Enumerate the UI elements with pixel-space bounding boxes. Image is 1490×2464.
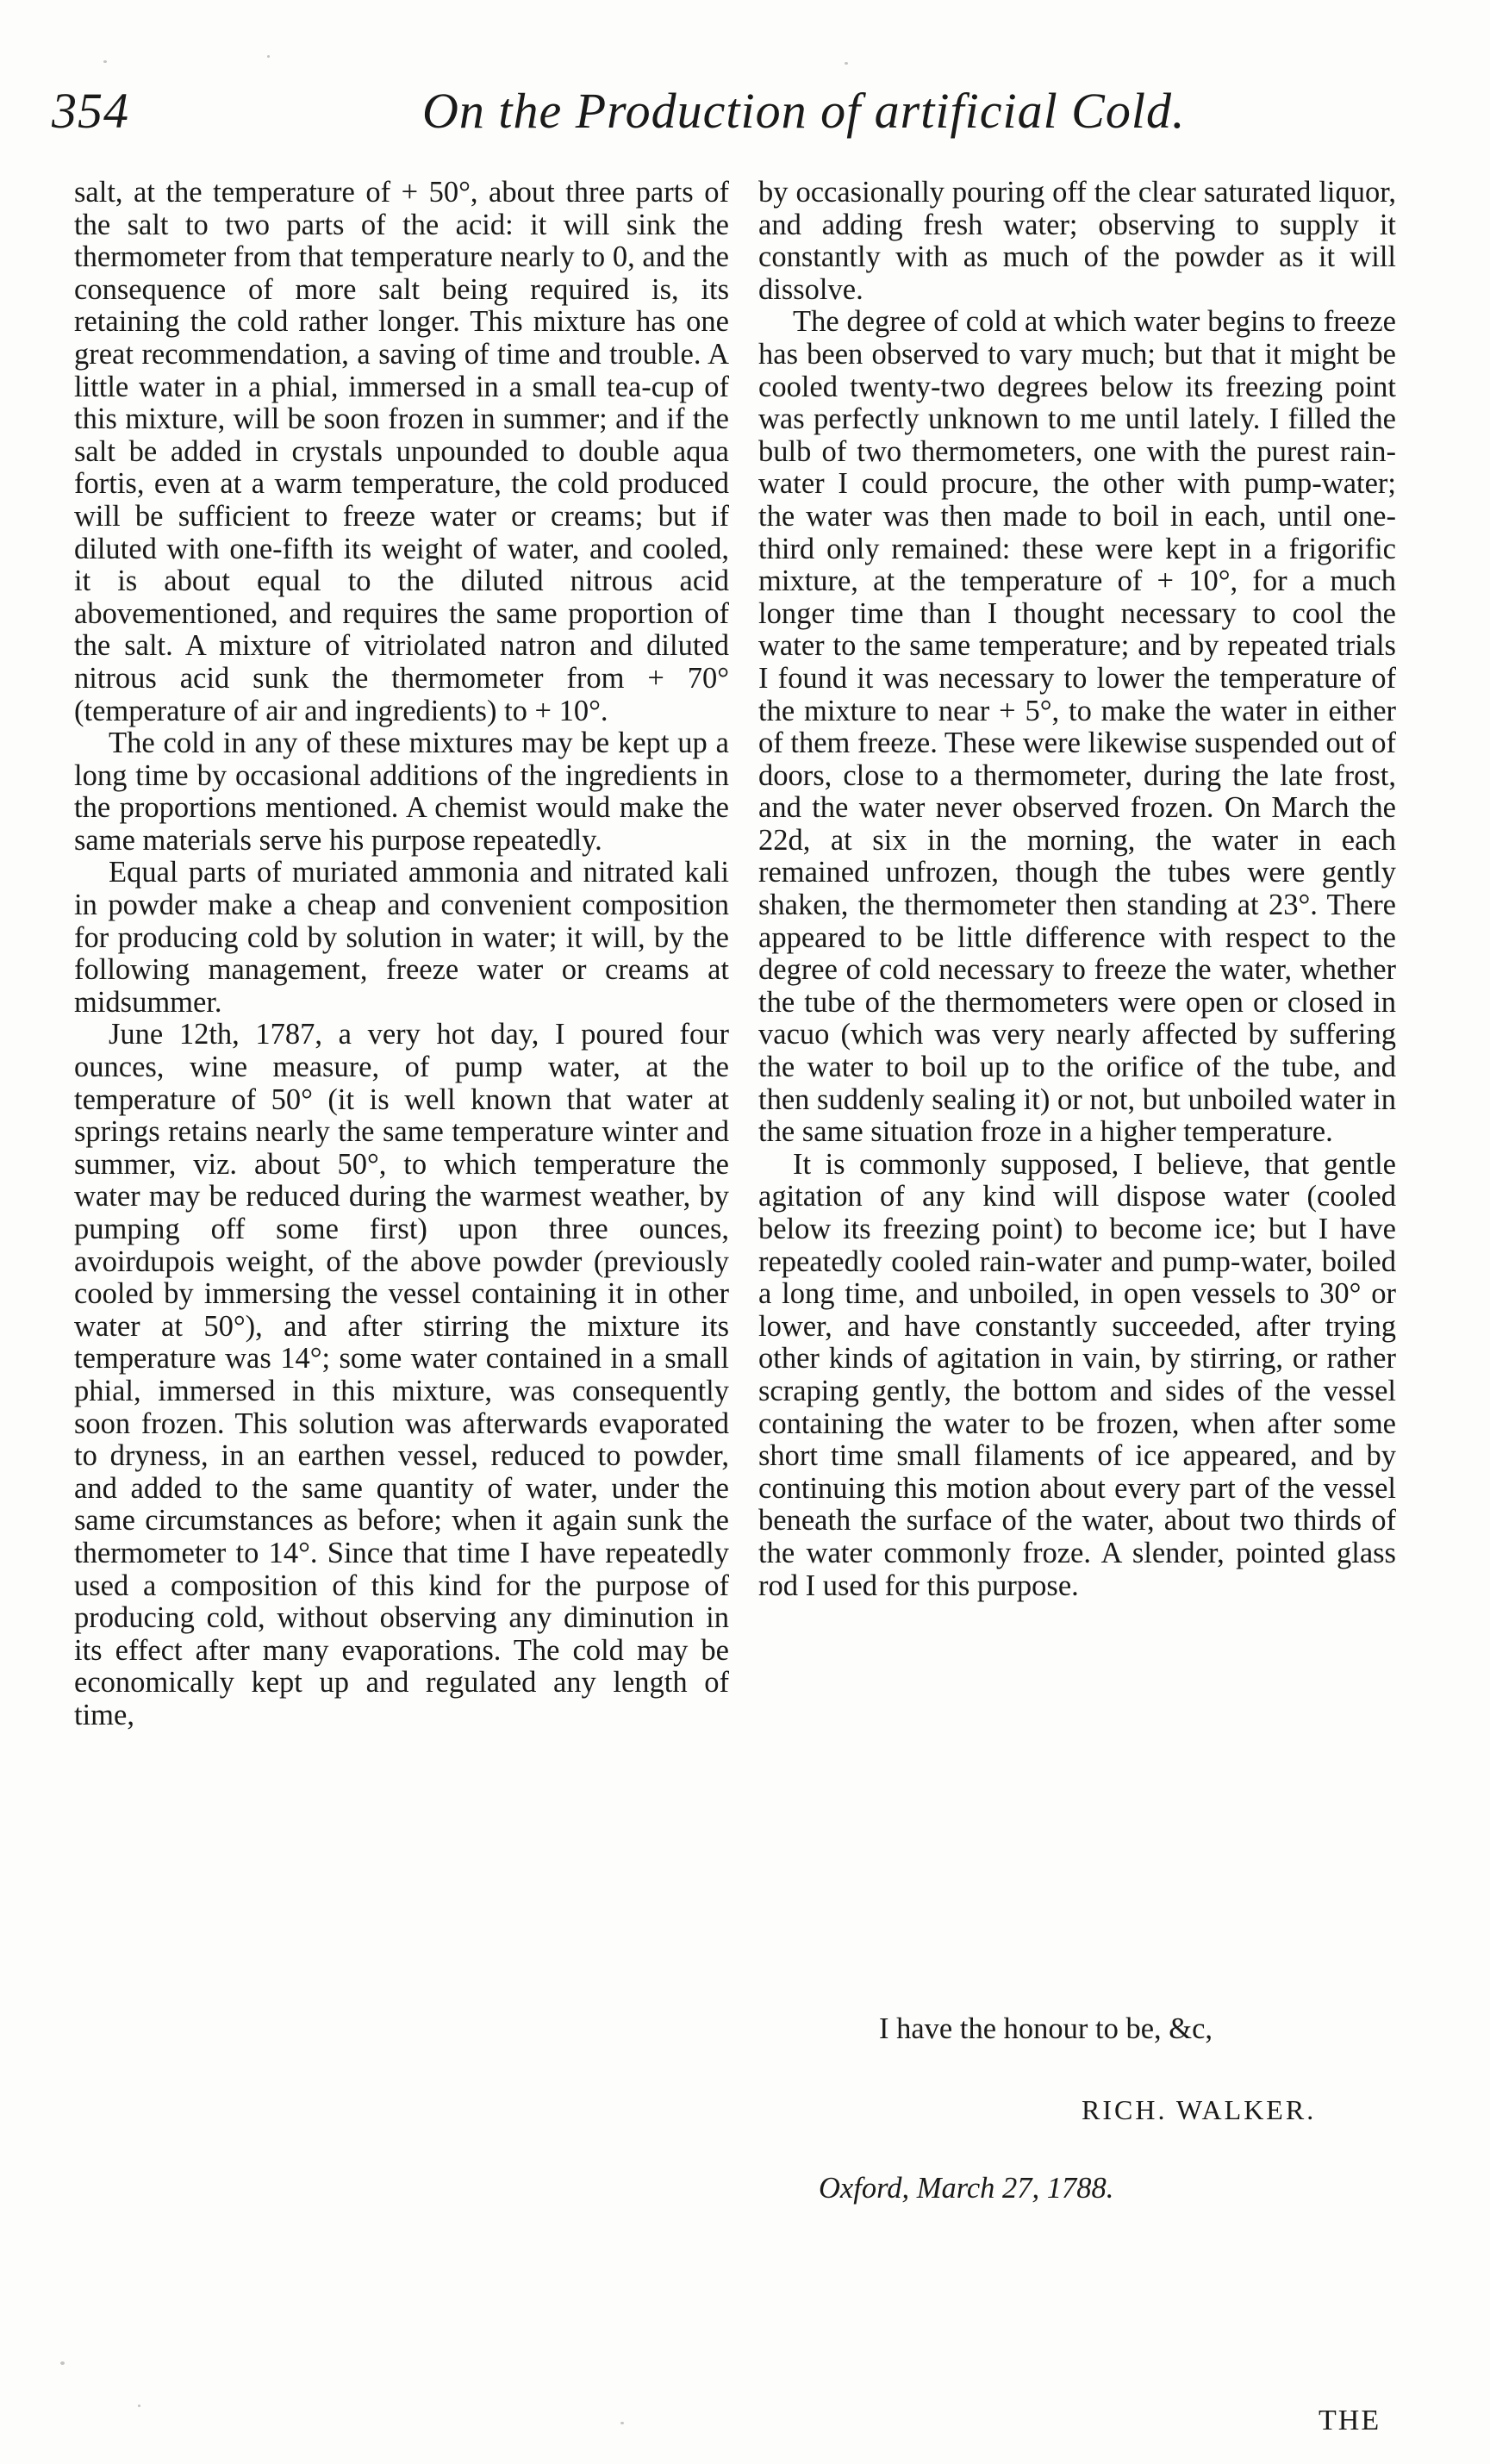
running-title: On the Production of artificial Cold.	[422, 83, 1186, 139]
left-paragraph-1: salt, at the temperature of + 50°, about three parts of the salt to two parts of the acid: it will sink the thermometer from that temperature nearly to 0, and the consequence of more salt being required is, its retaining the cold rather longer. This mixture has one great recommendation, a saving of time and trouble. A little water in a phial, immersed in a small tea-cup of this mixture, will be soon frozen in summer; and if the salt be added in crystals unpounded to double aqua fortis, even at a warm temperature, the cold produced will be sufficient to freeze water or creams; but if diluted with one-fifth its weight of water, and cooled, it is about equal to the diluted nitrous acid abovementioned, and requires the same proportion of the salt. A mixture of vitriolated natron and diluted nitrous acid sunk the thermometer from + 70° (temperature of air and ingredients) to + 10°.	[74, 176, 729, 727]
page-number: 354	[52, 83, 129, 139]
right-paragraph-1: by occasionally pouring off the clear saturated liquor, and adding fresh water; observing to supply it constantly with as much of the powder as it will dissolve.	[758, 176, 1396, 306]
print-speck	[60, 2361, 65, 2365]
print-speck	[267, 55, 270, 58]
page-header	[52, 82, 1413, 159]
right-paragraph-2: The degree of cold at which water begins to freeze has been observed to vary much; but that it might be cooled twenty-two degrees below its freezing point was perfectly unknown to me until lately. I filled the bulb of two thermometers, one with the purest rain-water I could procure, the other with pump-water; the water was then made to boil in each, until one-third only remained: these were kept in a frigorific mixture, at the temperature of + 10°, for a much longer time than I thought necessary to cool the water to the same temperature; and by repeated trials I found it was necessary to lower the temperature of the mixture to near + 5°, to make the water in either of them freeze. These were likewise suspended out of doors, close to a thermometer, during the late frost, and the water never observed frozen. On March the 22d, at six in the morning, the water in each remained unfrozen, though the tubes were gently shaken, the thermometer then standing at 23°. There appeared to be little difference with respect to the degree of cold necessary to freeze the water, whether the tube of the thermometers were open or closed in vacuo (which was very nearly affected by suffering the water to boil up to the orifice of the tube, and then suddenly sealing it) or not, but unboiled water in the same situation froze in a higher temperature.	[758, 305, 1396, 1149]
right-column	[758, 177, 1396, 1602]
print-speck	[620, 2422, 624, 2424]
print-speck	[845, 62, 848, 65]
left-paragraph-2: The cold in any of these mixtures may be kept up a long time by occasional additions of the ingredients in the proportions mentioned. A chemist would make the same materials serve his purpose repeatedly.	[74, 727, 729, 857]
closing-salutation: I have the honour to be, &c,	[879, 2012, 1213, 2045]
author-signature: RICH. WALKER.	[1082, 2094, 1317, 2125]
print-speck	[138, 2405, 140, 2407]
right-paragraph-3: It is commonly supposed, I believe, that gentle agitation of any kind will dispose water (cooled below its freezing point) to become ice; but I have repeatedly cooled rain-water and pump-water, boiled a long time, and unboiled, in open vessels to 30° or lower, and have constantly succeeded, after trying other kinds of agitation in vain, by stirring, or rather scraping gently, the bottom and sides of the vessel containing the water to be frozen, when after some short time small filaments of ice appeared, and by continuing this motion about every part of the vessel beneath the surface of the water, about two thirds of the water commonly froze. A slender, pointed glass rod I used for this purpose.	[758, 1147, 1396, 1602]
left-column	[74, 177, 729, 1732]
left-paragraph-4: June 12th, 1787, a very hot day, I poured four ounces, wine measure, of pump water, at the temperature of 50° (it is well known that water at springs retains nearly the same temperature winter and summer, viz. about 50°, to which temperature the water may be reduced during the warmest weather, by pumping off some first) upon three ounces, avoirdupois weight, of the above powder (previously cooled by immersing the vessel containing it in other water at 50°), and after stirring the mixture its temperature was 14°; some water contained in a small phial, immersed in this mixture, was consequently soon frozen. This solution was afterwards evaporated to dryness, in an earthen vessel, reduced to powder, and added to the same quantity of water, under the same circumstances as before; when it again sunk the thermometer to 14°. Since that time I have repeatedly used a composition of this kind for the purpose of producing cold, without observing any diminution in its effect after many evaporations. The cold may be economically kept up and regulated any length of time,	[74, 1018, 729, 1731]
dateline: Oxford, March 27, 1788.	[819, 2172, 1114, 2205]
left-paragraph-3: Equal parts of muriated ammonia and nitrated kali in powder make a cheap and convenient composition for producing cold by solution in water; it will, by the following management, freeze water or creams at midsummer.	[74, 856, 729, 1019]
print-speck	[103, 60, 107, 63]
catchword: THE	[1319, 2405, 1381, 2436]
